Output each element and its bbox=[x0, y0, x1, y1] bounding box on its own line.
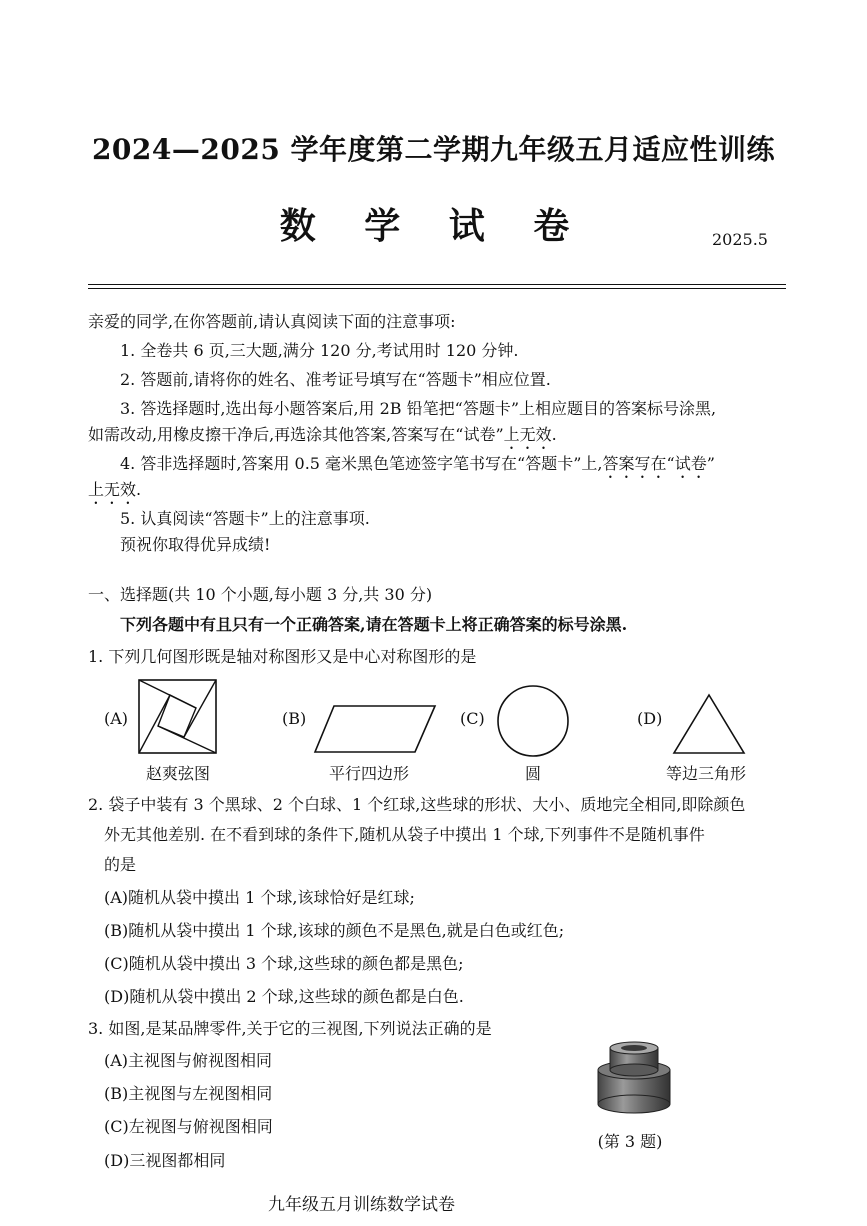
notice-wish: 预祝你取得优异成绩! bbox=[120, 535, 271, 554]
q3-option-a: (A)主视图与俯视图相同 bbox=[104, 1051, 273, 1070]
q1-option-a-caption: 赵爽弦图 bbox=[145, 764, 210, 783]
notice-item-1: 1. 全卷共 6 页,三大题,满分 120 分,考试用时 120 分钟. bbox=[120, 341, 519, 360]
notice-item-4-line-1 bbox=[120, 451, 715, 482]
q3-option-d: (D)三视图都相同 bbox=[104, 1151, 226, 1170]
notice-item-4-line-2 bbox=[88, 477, 141, 508]
section-1-instruction: 下列各题中有且只有一个正确答案,请在答题卡上将正确答案的标号涂黑. bbox=[120, 615, 628, 634]
q1-option-a-label: (A) bbox=[104, 709, 129, 728]
section-1-heading: 一、选择题(共 10 个小题,每小题 3 分,共 30 分) bbox=[88, 585, 433, 604]
question-2-stem-line-3: 的是 bbox=[104, 855, 137, 874]
circle-figure bbox=[496, 684, 570, 758]
notice-item-3-period: . bbox=[551, 425, 557, 444]
notice-item-4-text: 4. 答非选择题时,答案用 0.5 毫米黑色笔迹签字笔书写在“答题卡”上, bbox=[120, 454, 603, 473]
q1-option-b-caption: 平行四边形 bbox=[328, 764, 409, 783]
exam-date: 2025.5 bbox=[712, 230, 768, 249]
q3-option-c: (C)左视图与俯视图相同 bbox=[104, 1117, 273, 1136]
parallelogram-figure bbox=[314, 704, 436, 754]
exam-subject-title: 数 学 试 卷 bbox=[279, 205, 588, 247]
notice-item-3-line-1: 3. 答选择题时,选出每小题答案后,用 2B 铅笔把“答题卡”上相应题目的答案标号涂黑, bbox=[120, 399, 717, 418]
notice-item-4-emphasis: 答案写在“试卷” bbox=[602, 454, 715, 473]
question-3-stem: 3. 如图,是某品牌零件,关于它的三视图,下列说法正确的是 bbox=[88, 1019, 492, 1038]
notice-item-3-text: 如需改动,用橡皮擦干净后,再选涂其他答案,答案写在“试卷” bbox=[88, 425, 504, 444]
zhao-shuang-diagram-figure bbox=[138, 679, 218, 755]
machine-part-figure bbox=[596, 1040, 672, 1116]
q3-figure-caption: (第 3 题) bbox=[597, 1132, 663, 1151]
question-2-stem-line-1: 2. 袋子中装有 3 个黑球、2 个白球、1 个红球,这些球的形状、大小、质地完全相同,即除颜色 bbox=[88, 795, 746, 814]
notice-item-4-period: . bbox=[136, 480, 142, 499]
q2-option-b: (B)随机从袋中摸出 1 个球,该球的颜色不是黑色,就是白色或红色; bbox=[104, 921, 565, 940]
page-footer: 九年级五月训练数学试卷 bbox=[268, 1195, 455, 1215]
q2-option-c: (C)随机从袋中摸出 3 个球,这些球的颜色都是黑色; bbox=[104, 954, 464, 973]
notice-item-2: 2. 答题前,请将你的姓名、准考证号填写在“答题卡”相应位置. bbox=[120, 370, 551, 389]
header-divider-thin bbox=[88, 288, 786, 289]
q2-option-d: (D)随机从袋中摸出 2 个球,这些球的颜色都是白色. bbox=[104, 987, 464, 1006]
notice-intro: 亲爱的同学,在你答题前,请认真阅读下面的注意事项: bbox=[88, 312, 456, 331]
q3-option-b: (B)主视图与左视图相同 bbox=[104, 1084, 273, 1103]
notice-item-4-emphasis-2: 上无效 bbox=[88, 480, 137, 499]
q1-option-c-label: (C) bbox=[460, 709, 485, 728]
header-divider-thick bbox=[88, 284, 786, 285]
q1-option-c-caption: 圆 bbox=[524, 764, 541, 783]
notice-item-5: 5. 认真阅读“答题卡”上的注意事项. bbox=[120, 509, 370, 528]
q1-option-b-label: (B) bbox=[282, 709, 307, 728]
q2-option-a: (A)随机从袋中摸出 1 个球,该球恰好是红球; bbox=[104, 888, 415, 907]
exam-title: 2024—2025 学年度第二学期九年级五月适应性训练 bbox=[91, 133, 776, 166]
notice-item-3-emphasis: 上无效 bbox=[503, 425, 552, 444]
question-2-stem-line-2: 外无其他差别. 在不看到球的条件下,随机从袋子中摸出 1 个球,下列事件不是随机事件 bbox=[104, 825, 705, 844]
q1-option-d-caption: 等边三角形 bbox=[665, 764, 746, 783]
question-1-stem: 1. 下列几何图形既是轴对称图形又是中心对称图形的是 bbox=[88, 647, 477, 666]
notice-item-3-line-2 bbox=[88, 422, 557, 453]
equilateral-triangle-figure bbox=[672, 693, 746, 755]
q1-option-d-label: (D) bbox=[637, 709, 663, 728]
